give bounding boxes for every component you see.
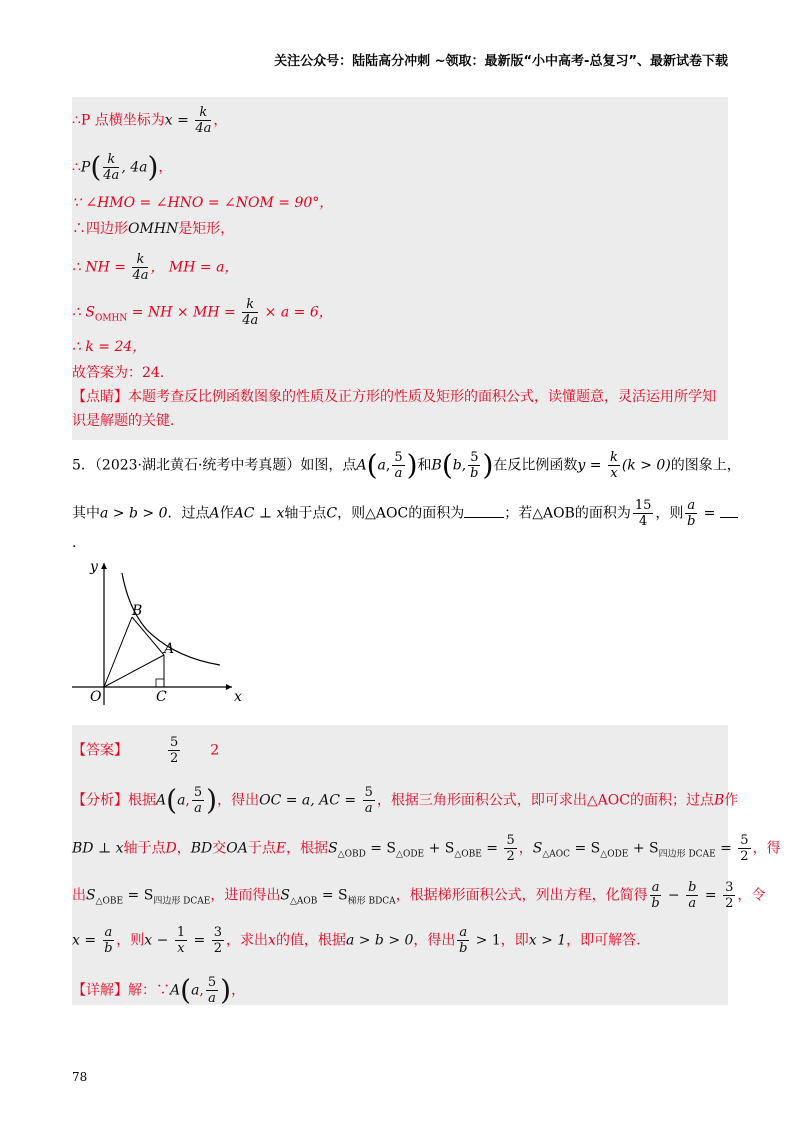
analysis-line-1: 【分析】根据A(a, $\frac{5}{a}$ )，得出OC = a, AC = $\frac{5}{a}$ ，根据三角形面积公式，即可求出△AOC的面积；过点B作 <box>72 783 739 817</box>
point-b-label: B <box>132 603 143 619</box>
analysis-line-4: x = $\frac{a}{b}$ ，则x − $\frac{1}{x}$ = $\frac{3}{2}$ ，求出x的值，根据a > b > 0，得出 $\frac{a}{b}$ > 1，即x > 1，即可解答. <box>72 925 641 956</box>
answer-block <box>72 725 781 1007</box>
segment-ob <box>104 617 132 687</box>
y-axis-label: y <box>90 559 98 575</box>
x-axis-arrow-icon <box>226 684 232 690</box>
solution-line-6: ∴ $S_{OMHN}$ = NH × MH = $\frac{k}{4a}$ × a = 6， <box>72 297 333 328</box>
x-axis-label: x <box>234 689 242 705</box>
solution-line-2: ∴P( $\frac{k}{4a}$ , 4a)， <box>72 150 173 184</box>
solution-line-7: ∴ k = 24， <box>72 339 147 355</box>
solution-line-4: ∴四边形OMHN是矩形， <box>72 221 235 237</box>
analysis-line-3: 出$S_{\triangle OBE} = S_{四边形 DCAE}$，进而得出$S_{\triangle AOB} = S_{梯形 BDCA}$，根据梯形面积公式，列出方程，化简得 $\frac{a}{b}$ − $\frac{b}{a}$ = $\frac{3}{2}$ ，令 <box>72 880 766 911</box>
solution-line-3: ∵ ∠HMO = ∠HNO = ∠NOM = 90°， <box>72 195 334 211</box>
question-5-line-2: 其中a > b > 0．过点A作AC ⊥ x轴于点C，则△AOC的面积为 ；若△AOB的面积为 $\frac{15}{4}$ ，则 $\frac{a}{b}$ = <box>72 498 738 529</box>
analysis-line-2: BD ⊥ x轴于点D，BD交OA于点E，根据$S_{\triangle OBD} = S_{\triangle ODE} + S_{\triangle OBE}$ = $\frac{5}{2}$ ，$S_{\triangle AOC} = S_{\triangle ODE} + S_{四边形 DCAE}$ = $\frac{5}{2}$ ，得 <box>72 833 781 864</box>
page-header: 关注公众号：陆陆高分冲刺 ~领取：最新版“小中高考-总复习”、最新试卷下载 <box>274 54 728 69</box>
key-point-line-2: 识是解题的关键. <box>72 413 175 429</box>
point-o-label: O <box>90 689 102 705</box>
solution-line-1: ∴P 点横坐标为x = $\frac{k}{4a}$ ， <box>72 105 228 136</box>
solution-block <box>72 97 728 440</box>
page-number: 78 <box>72 1070 88 1084</box>
detail-line: 【详解】解：∵A(a, $\frac{5}{a}$ )， <box>72 973 246 1007</box>
solution-line-8: 故答案为：24. <box>72 365 165 381</box>
y-axis-arrow-icon <box>101 563 107 569</box>
answer-blank-1[interactable] <box>464 505 504 518</box>
point-c-label: C <box>156 689 167 705</box>
segment-ab <box>132 617 164 655</box>
answer-line: 【答案】 $\frac{5}{2}$ 2 <box>72 735 220 766</box>
hyperbola-figure <box>72 555 252 705</box>
key-point-line-1: 【点睛】本题考查反比例函数图象的性质及正方形的性质及矩形的面积公式，读懂题意，灵活运用所学知 <box>72 389 716 405</box>
question-5-line-3: . <box>72 535 77 551</box>
solution-line-5: ∴ NH = $\frac{k}{4a}$ ， MH = a， <box>72 252 239 283</box>
question-5-line-1: 5．（2023·湖北黄石·统考中考真题）如图，点A(a, $\frac{5}{a}$ )和B(b, $\frac{5}{b}$ )在反比例函数y = $\frac{k}{x}$ (k > 0)的图象上， <box>72 448 741 482</box>
right-angle-mark <box>156 679 164 687</box>
answer-blank-2[interactable] <box>720 505 738 518</box>
segment-oa <box>104 655 164 687</box>
point-a-label: A <box>164 641 175 657</box>
